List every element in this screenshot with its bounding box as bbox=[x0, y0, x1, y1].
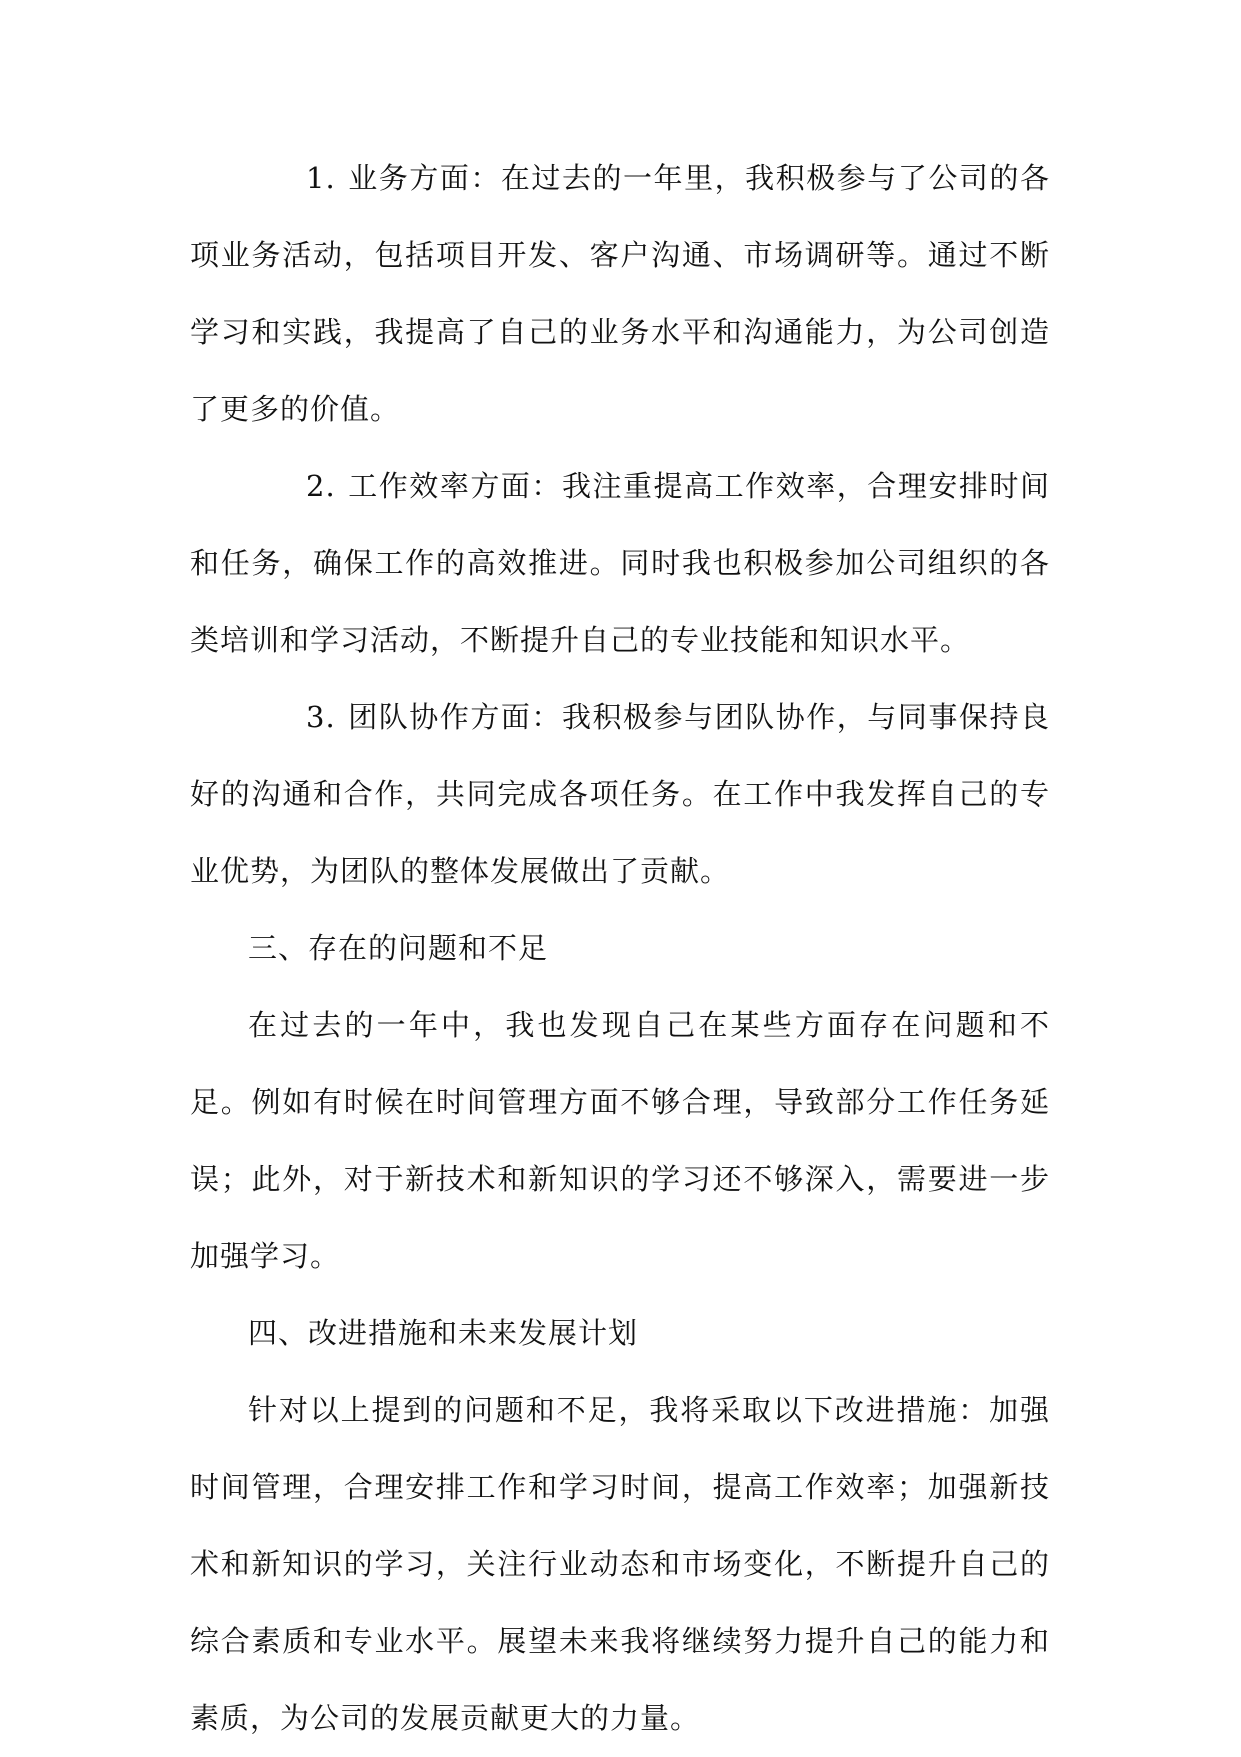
paragraph-number: 1. bbox=[306, 161, 336, 195]
paragraph-text: 针对以上提到的问题和不足，我将采取以下改进措施：加强时间管理，合理安排工作和学习时间，提高工作效率；加强新技术和新知识的学习，关注行业动态和市场变化，不断提升自己的综合素质和专业水平。展望未来我将继续努力提升自己的能力和素质，为公司的发展贡献更大的力量。 bbox=[190, 1393, 1050, 1735]
document-body bbox=[190, 140, 1050, 1757]
paragraph-problems bbox=[190, 987, 1050, 1295]
paragraph-text: 工作效率方面：我注重提高工作效率，合理安排时间和任务，确保工作的高效推进。同时我也积极参加公司组织的各类培训和学习活动，不断提升自己的专业技能和知识水平。 bbox=[190, 469, 1050, 657]
section-heading-text: 四、改进措施和未来发展计划 bbox=[248, 1316, 639, 1350]
paragraph-number: 2. bbox=[306, 469, 336, 503]
section-heading-problems bbox=[190, 910, 1050, 987]
section-heading-text: 三、存在的问题和不足 bbox=[248, 931, 549, 965]
paragraph-teamwork bbox=[190, 679, 1050, 910]
paragraph-text: 业务方面：在过去的一年里，我积极参与了公司的各项业务活动，包括项目开发、客户沟通、市场调研等。通过不断学习和实践，我提高了自己的业务水平和沟通能力，为公司创造了更多的价值。 bbox=[190, 161, 1050, 426]
paragraph-improvements bbox=[190, 1372, 1050, 1757]
paragraph-number: 3. bbox=[306, 700, 336, 734]
paragraph-efficiency bbox=[190, 448, 1050, 679]
paragraph-text: 在过去的一年中，我也发现自己在某些方面存在问题和不足。例如有时候在时间管理方面不够合理，导致部分工作任务延误；此外，对于新技术和新知识的学习还不够深入，需要进一步加强学习。 bbox=[190, 1008, 1050, 1273]
paragraph-text: 团队协作方面：我积极参与团队协作，与同事保持良好的沟通和合作，共同完成各项任务。在工作中我发挥自己的专业优势，为团队的整体发展做出了贡献。 bbox=[190, 700, 1050, 888]
paragraph-business bbox=[190, 140, 1050, 448]
section-heading-improvements bbox=[190, 1295, 1050, 1372]
